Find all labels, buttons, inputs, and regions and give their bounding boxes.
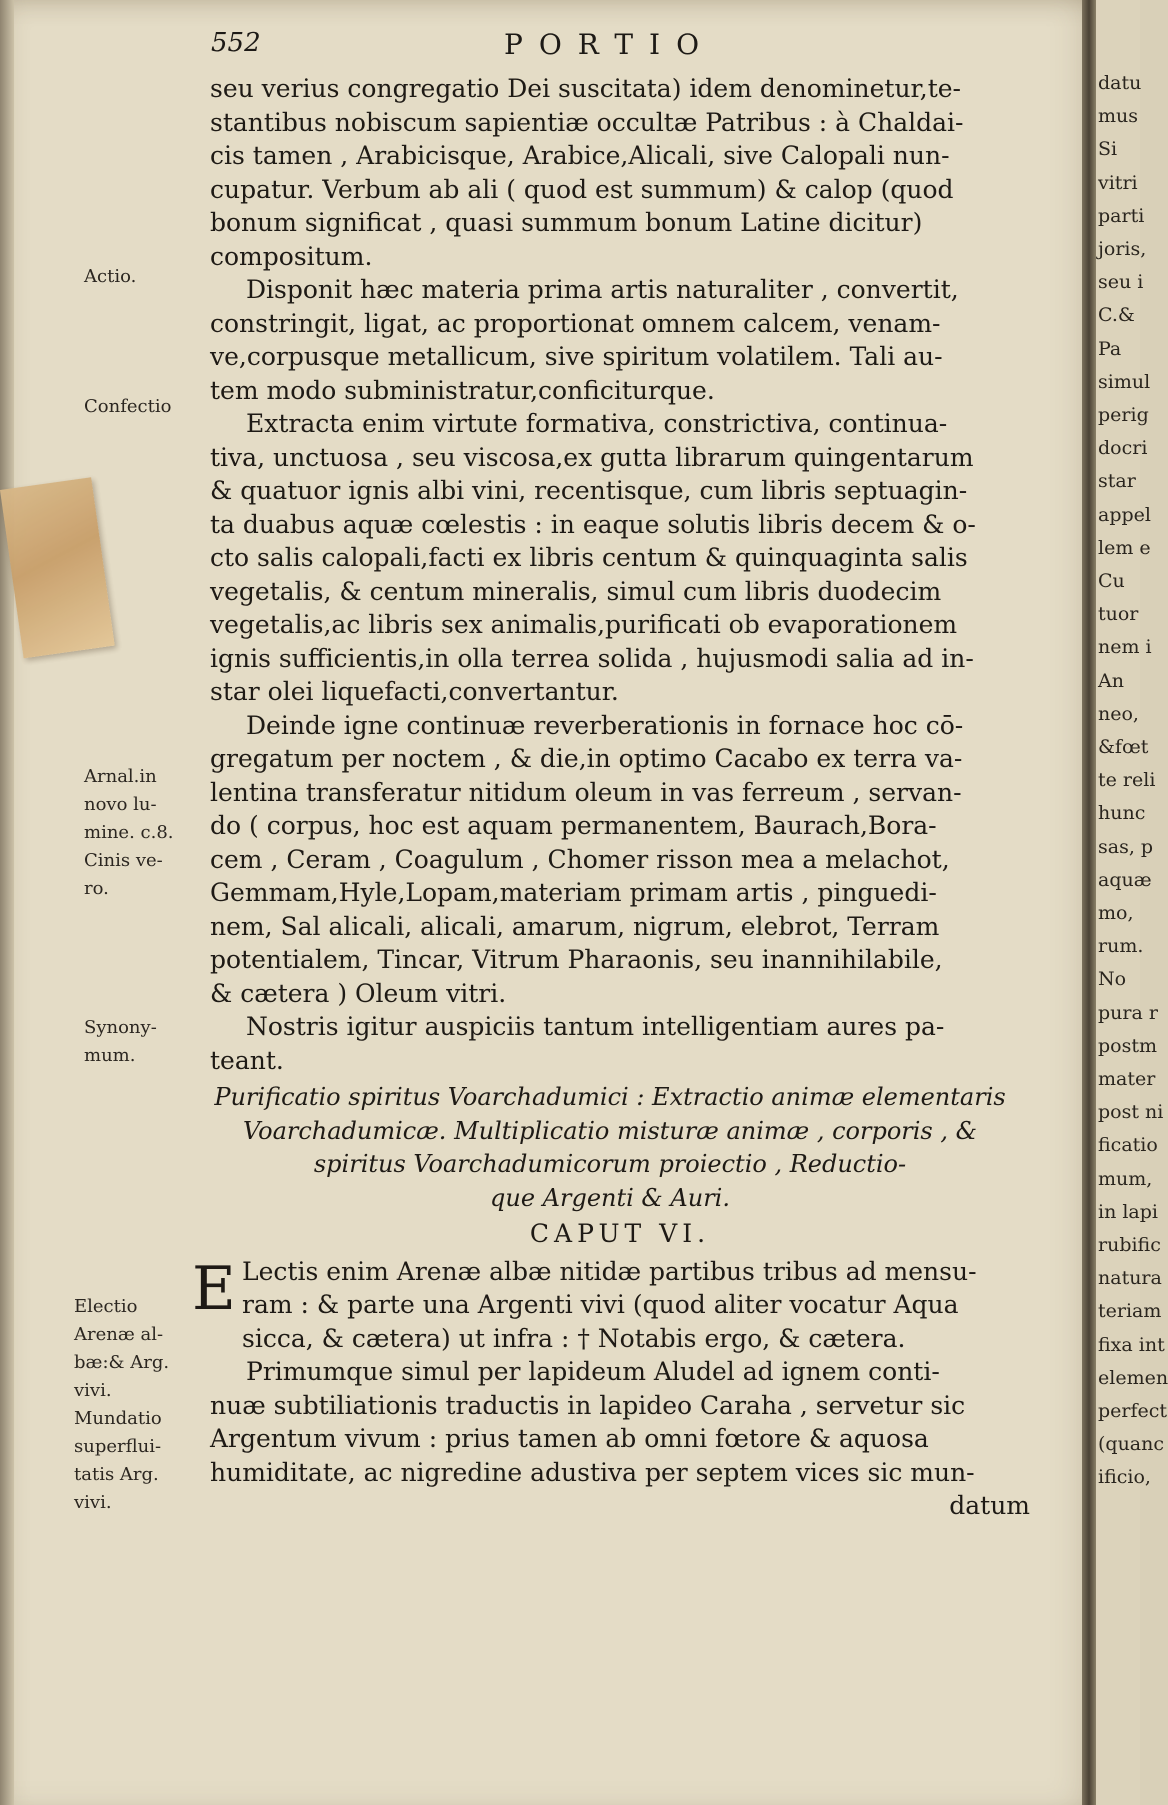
margin-line: novo lu- <box>84 794 157 815</box>
facing-page-fragment: (quanc <box>1098 1433 1165 1456</box>
text-line: humiditate, ac nigredine adustiva per septem vices sic mun- <box>210 1457 975 1487</box>
heading-line: Voarchadumicæ. Multiplicatio misturæ animæ , corporis , & <box>242 1116 977 1145</box>
margin-line: bæ:& Arg. <box>74 1352 170 1373</box>
text-line: constringit, ligat, ac proportionat omnem calcem, venam- <box>210 308 941 338</box>
facing-page-fragment: mus <box>1098 105 1139 128</box>
facing-page-fragment: No <box>1098 968 1127 991</box>
facing-page-fragment: aquæ <box>1098 868 1152 891</box>
margin-line: mine. c.8. <box>84 822 174 843</box>
facing-page-fragment: An <box>1098 669 1124 692</box>
text-line: Disponit hæc materia prima artis naturaliter , convertit, <box>246 275 959 304</box>
book-gutter <box>1082 0 1096 1805</box>
facing-page-fragment: post ni <box>1098 1101 1164 1124</box>
marginal-note-arnal <box>84 763 204 903</box>
facing-page-fragment: docri <box>1098 437 1148 460</box>
text-line: teant. <box>210 1045 284 1075</box>
text-line: cis tamen , Arabicisque, Arabice,Alicali, sive Calopali nun- <box>210 141 950 170</box>
marginal-note-synonyma <box>84 1014 204 1070</box>
margin-line: Arenæ al- <box>74 1324 164 1345</box>
heading-line: que Argenti & Auri. <box>490 1183 730 1212</box>
facing-page-fragment: C.& <box>1098 304 1135 327</box>
facing-page-fragment: joris, <box>1098 238 1147 260</box>
text-line: do ( corpus, hoc est aquam permanentem, Baurach,Bora- <box>210 811 937 840</box>
text-line: ram : & parte una Argenti vivi (quod aliter vocatur Aqua <box>242 1290 959 1319</box>
text-line: ve,corpusque metallicum, sive spiritum volatilem. Tali au- <box>210 342 943 371</box>
main-text-block <box>192 72 1030 1523</box>
chapter-title: CAPUT VI. <box>529 1219 711 1248</box>
text-line: Gemmam,Hyle,Lopam,materiam primam artis , pinguedi- <box>210 878 937 907</box>
facing-page-fragment: lem e <box>1098 536 1151 559</box>
facing-page-fragment: te reli <box>1098 769 1156 792</box>
facing-page-fragment: perig <box>1098 404 1149 426</box>
text-line: Argentum vivum : prius tamen ab omni fœtore & aquosa <box>210 1424 929 1453</box>
facing-page-fragment: sas, p <box>1098 835 1154 858</box>
text-line: gregatum per noctem , & die,in optimo Cacabo ex terra va- <box>210 744 963 773</box>
text-line: ignis sufficientis,in olla terrea solida , hujusmodi salia ad in- <box>210 643 974 673</box>
facing-page-fragment: elemen <box>1098 1366 1168 1389</box>
text-line: lentina transferatur nitidum oleum in vas ferreum , servan- <box>210 777 962 807</box>
heading-line: spiritus Voarchadumicorum proiectio , Reductio- <box>313 1150 907 1178</box>
page-header <box>14 24 1104 64</box>
margin-line: superflui- <box>74 1436 162 1457</box>
facing-page-fragment: seu i <box>1098 271 1144 294</box>
heading-line: Purificatio spiritus Voarchadumici : Extractio animæ elementaris <box>214 1083 1006 1111</box>
margin-line: mum. <box>84 1045 136 1066</box>
margin-line: Mundatio <box>74 1408 162 1429</box>
marginal-note-confectio <box>84 393 204 421</box>
text-line: vegetalis, & centum mineralis, simul cum libris duodecim <box>210 576 942 606</box>
chapter-body <box>192 1253 1030 1523</box>
margin-line: Actio. <box>84 266 137 287</box>
facing-page-fragment: perfect <box>1098 1400 1168 1422</box>
text-line: cem , Ceram , Coagulum , Chomer risson mea a melachot, <box>210 844 950 874</box>
text-line: star olei liquefacti,convertantur. <box>210 677 619 706</box>
text-line: tiva, unctuosa , seu viscosa,ex gutta librarum quingentarum <box>210 442 974 472</box>
running-title: PORTIO <box>504 28 716 61</box>
text-line: cupatur. Verbum ab ali ( quod est summum) & calop (quod <box>210 174 954 204</box>
facing-page-fragment: parti <box>1098 204 1145 227</box>
margin-line: Electio <box>74 1296 138 1317</box>
book-page <box>14 0 1104 1805</box>
facing-page-fragment: nem i <box>1098 636 1152 659</box>
section-heading <box>190 1081 1030 1215</box>
catchword: datum <box>949 1491 1030 1520</box>
text-line: Nostris igitur auspiciis tantum intelligentiam aures pa- <box>246 1012 945 1041</box>
facing-page-edge <box>1096 0 1168 1805</box>
facing-page-fragment: Pa <box>1098 337 1122 360</box>
margin-line: vivi. <box>74 1380 112 1401</box>
facing-page-fragment: Si <box>1098 138 1118 161</box>
text-line: sicca, & cætera) ut infra : † Notabis ergo, & cætera. <box>242 1323 906 1353</box>
margin-line: vivi. <box>74 1492 112 1513</box>
text-line: ta duabus aquæ cœlestis : in eaque solutis libris decem & o- <box>210 509 976 539</box>
facing-page-fragment: vitri <box>1098 171 1138 194</box>
text-line: tem modo subministratur,conficiturque. <box>210 375 715 405</box>
page-number: 552 <box>211 28 261 58</box>
facing-page-fragment: simul <box>1098 370 1151 393</box>
facing-page-fragment: postm <box>1098 1034 1158 1057</box>
text-line: Deinde igne continuæ reverberationis in fornace hoc cō- <box>246 710 964 740</box>
facing-page-fragment: tuor <box>1098 603 1139 626</box>
facing-page-fragment: ificio, <box>1098 1466 1151 1489</box>
facing-page-fragment: &fœt <box>1098 736 1149 758</box>
facing-page-fragment: mo, <box>1098 902 1134 924</box>
text-line: vegetalis,ac libris sex animalis,purificati ob evaporationem <box>210 610 958 639</box>
facing-page-fragment: hunc <box>1098 802 1146 825</box>
marginal-note-electio <box>74 1293 194 1517</box>
text-line: seu verius congregatio Dei suscitata) idem denominetur,te- <box>210 74 961 103</box>
text-line: cto salis calopali,facti ex libris centum & quinquaginta salis <box>210 543 968 572</box>
margin-line: Arnal.in <box>84 766 157 787</box>
text-line: nem, Sal alicali, alicali, amarum, nigrum, elebrot, Terram <box>210 911 940 941</box>
text-line: nuæ subtiliationis traductis in lapideo Caraha , servetur sic <box>210 1390 966 1420</box>
facing-page-fragment: mater <box>1098 1068 1156 1090</box>
text-line: & cætera ) Oleum vitri. <box>210 978 507 1008</box>
margin-line: Confectio <box>84 396 172 417</box>
facing-page-fragment: natura <box>1098 1267 1162 1290</box>
text-line: compositum. <box>210 241 373 271</box>
text-line: stantibus nobiscum sapientiæ occultæ Patribus : à Chaldai- <box>210 107 964 137</box>
margin-line: Synony- <box>84 1017 157 1038</box>
margin-line: ro. <box>84 878 109 899</box>
drop-cap: E <box>192 1253 236 1324</box>
text-line: potentialem, Tincar, Vitrum Pharaonis, seu inannihilabile, <box>210 945 943 974</box>
facing-page-fragment: fixa int <box>1098 1333 1165 1356</box>
facing-page-fragment: neo, <box>1098 702 1139 725</box>
text-line: Extracta enim virtute formativa, constrictiva, continua- <box>246 409 948 438</box>
text-line-content: Lectis enim Arenæ albæ nitidæ partibus tribus ad mensu- <box>242 1256 977 1286</box>
marginal-note-actio <box>84 263 204 291</box>
facing-page-fragment: teriam <box>1098 1300 1162 1323</box>
facing-page-fragment: datu <box>1098 72 1142 94</box>
facing-page-fragment: appel <box>1098 503 1151 526</box>
facing-page-fragment: ficatio <box>1098 1134 1158 1157</box>
text-line: & quatuor ignis albi vini, recentisque, cum libris septuagin- <box>210 476 968 505</box>
facing-page-fragment: star <box>1098 470 1136 493</box>
margin-line: Cinis ve- <box>84 850 163 871</box>
text-line: Primumque simul per lapideum Aludel ad ignem conti- <box>246 1357 940 1386</box>
margin-line: tatis Arg. <box>74 1464 159 1485</box>
facing-page-fragment: mum, <box>1098 1167 1153 1190</box>
facing-page-fragment: pura r <box>1098 1001 1158 1024</box>
facing-page-fragment: Cu <box>1098 570 1125 592</box>
facing-page-fragment: rubific <box>1098 1234 1161 1256</box>
facing-page-fragment: rum. <box>1098 935 1144 958</box>
text-line: bonum significat , quasi summum bonum Latine dicitur) <box>210 208 923 237</box>
facing-page-fragment: in lapi <box>1098 1200 1158 1223</box>
